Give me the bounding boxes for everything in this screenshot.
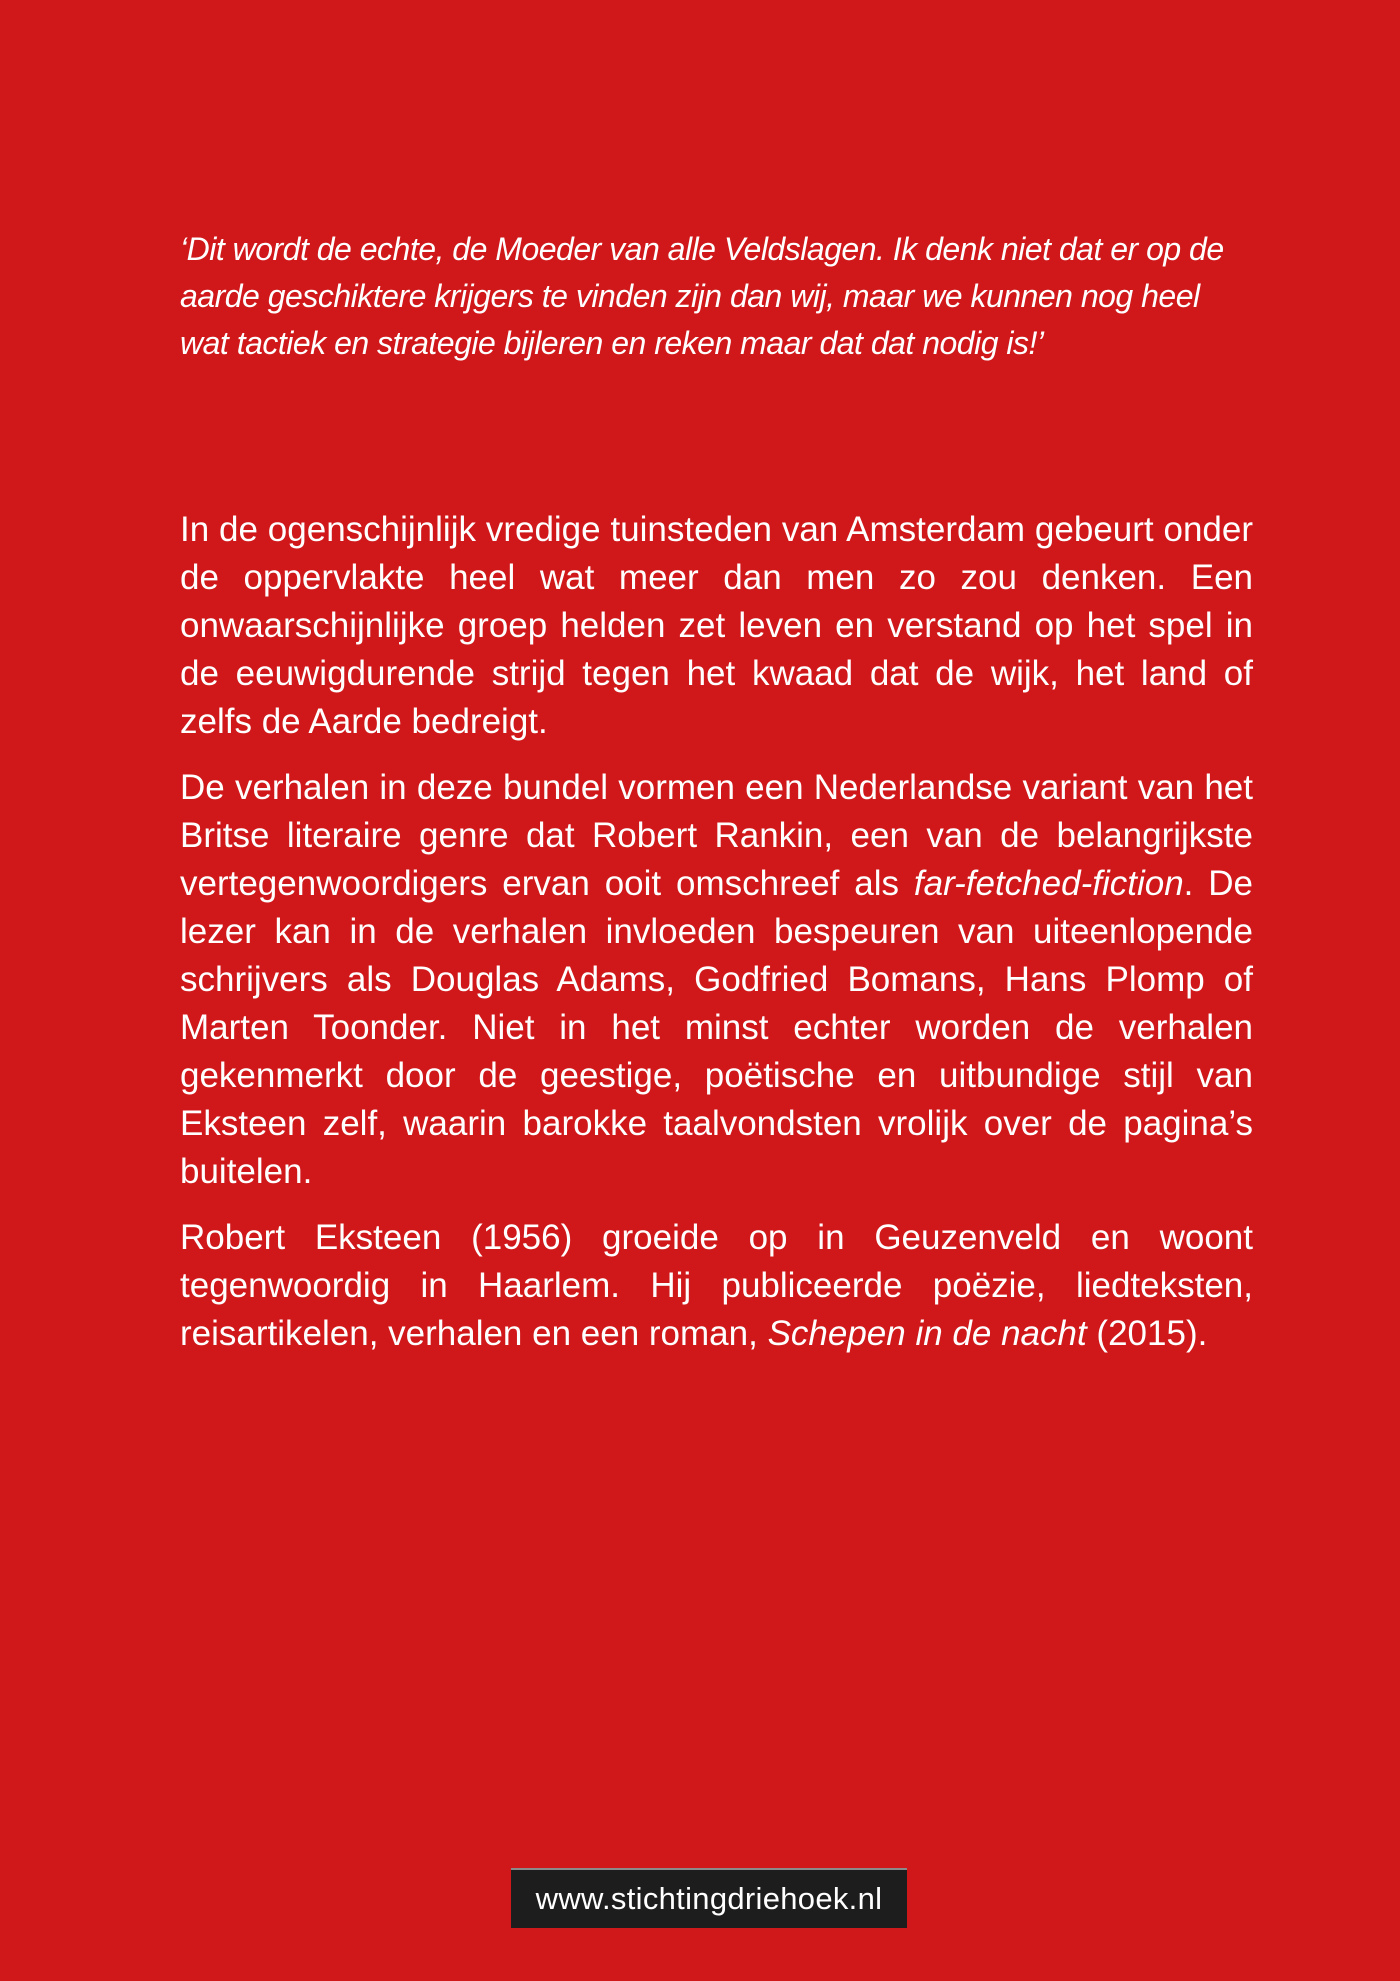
blurb-author-text-end: (2015). [1086,1314,1208,1353]
blurb-paragraph-setting: In de ogenschijnlijk vredige tuinsteden van Amsterdam gebeurt onder de oppervlakte heel wat meer dan men zo zou denken. Een onwaarschijnlijke groep helden zet leven en verstand op het spel in de eeuwigdurende strijd tegen het kwaad dat de wijk, het land of zelfs de Aarde bedreigt. [180,510,1253,741]
book-blurb [180,506,1253,1376]
blurb-novel-title: Schepen in de nacht [767,1314,1087,1353]
publisher-url: www.stichtingdriehoek.nl [535,1881,883,1916]
blurb-paragraph-genre [180,764,1253,1196]
blurb-genre-text-end: . De lezer kan in de verhalen invloeden bespeuren van uiteenlopende schrijvers als Douglas Adams, Godfried Bomans, Hans Plomp of Marten Toonder. Niet in het minst echter worden de verhalen gekenmerkt door de geestige, poëtische en uitbundige stijl van Eksteen zelf, waarin barokke taalvondsten vrolijk over de pagina’s buitelen. [180,864,1253,1191]
blurb-paragraph-author [180,1214,1253,1358]
blurb-genre-text-start: De verhalen in deze bundel vormen een Nederlandse variant van het Britse literaire genre dat Robert Rankin, een van de belangrijkste vertegenwoordigers ervan ooit omschreef als [180,768,1253,903]
blurb-genre-term: far-fetched-fiction [913,864,1184,903]
cover-quote: ‘Dit wordt de echte, de Moeder van alle Veldslagen. Ik denk niet dat er op de aarde geschiktere krijgers te vinden zijn dan wij, maar we kunnen nog heel wat tactiek en strategie bijleren en reken maar dat dat nodig is!’ [180,231,1224,361]
publisher-url-box [511,1868,907,1928]
blurb-author-text-start: Robert Eksteen (1956) groeide op in Geuzenveld en woont tegenwoordig in Haarlem. Hij publiceerde poëzie, liedteksten, reisartikelen, verhalen en een roman, [180,1218,1253,1353]
